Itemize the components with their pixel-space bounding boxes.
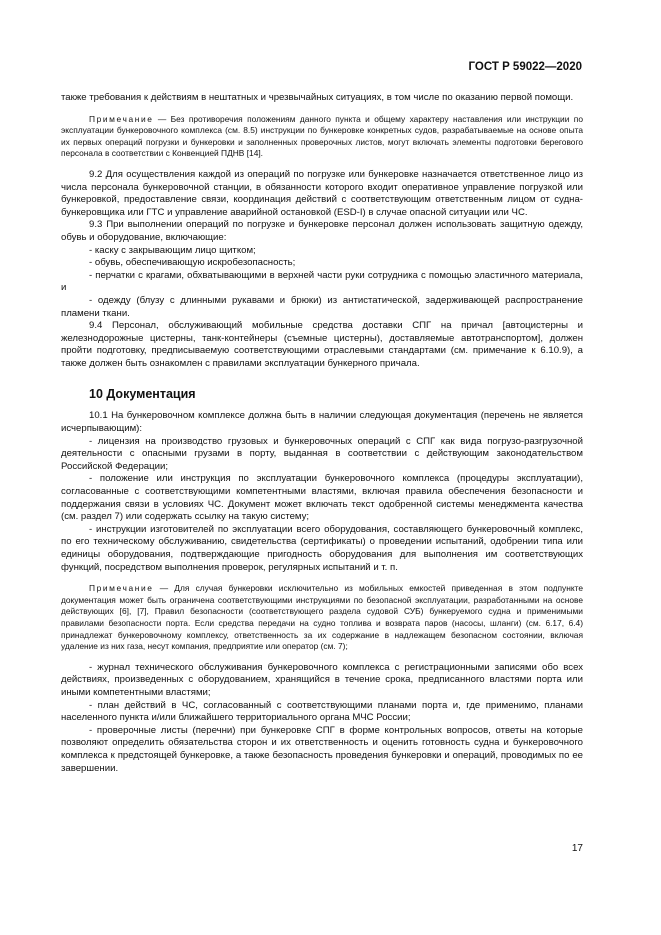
list-item: - обувь, обеспечивающую искробезопасность;	[89, 257, 296, 269]
list-item: - положение или инструкция по эксплуатации бункеровочного комплекса (процедуры эксплуатации), согласованные с соответствующими компетентными властями, включая правила обеспечения безопасности и поддержания связи в условиях ЧС. Документ может включать текст одобренной системы менеджмента качества (см. раздел 7) или содержать ссылку на такую систему;	[61, 473, 583, 523]
paragraph-9-4: 9.4 Персонал, обслуживающий мобильные средства доставки СПГ на причал [автоцистерны и железнодорожные цистерны, танк-контейнеры (съемные цистерны), доставляемые автотранспортом], должен пройти подготовку, предписываемую соответствующими отраслевыми стандартами (см. примечание к 6.10.9), а также должен быть ознакомлен с правилами эксплуатации бункерного причала.	[61, 320, 583, 369]
note	[61, 583, 583, 653]
list-item: - план действий в ЧС, согласованный с соответствующими планами порта и, где применимо, планами населенного пункта и/или ближайшего территориального органа МЧС России;	[61, 699, 583, 724]
paragraph-9-2: 9.2 Для осуществления каждой из операций по погрузке или бункеровке назначается ответственное лицо из числа персонала бункеровочной станции, в обязанности которого входит оперативное управление погрузкой или бункеровкой, предоставление связи, координация действий с соответствующим ответственным лицом от судна-бункеровщика или ГТС и управление аварийной остановкой (ESD-I) в случае опасной ситуации или ЧС.	[61, 168, 583, 218]
note-dash: —	[153, 113, 171, 124]
list-item: - каску с закрывающим лицо щитком;	[89, 244, 256, 256]
list-item: - перчатки с крагами, обхватывающими в верхней части руки сотрудника с помощью эластичного материала, и	[61, 269, 583, 294]
note-label: Примечание	[89, 583, 154, 594]
standard-code: ГОСТ Р 59022—2020	[468, 61, 582, 73]
paragraph-10-1: 10.1 На бункеровочном комплексе должна быть в наличии следующая документация (перечень не является исчерпывающим):	[61, 410, 583, 435]
note-dash: —	[153, 583, 175, 594]
page-number: 17	[571, 843, 583, 854]
section-heading: 10 Документация	[89, 387, 196, 402]
list-item: - лицензия на производство грузовых и бункеровочных операций с СПГ как вида погрузо-разгрузочной деятельности с опасными грузами в порту, выданная в соответствии с действующим законодательством Российской Федерации;	[61, 435, 583, 472]
list-item: - инструкции изготовителей по эксплуатации всего оборудования, составляющего бункеровочный комплекс, по его техническому обслуживанию, свидетельства (сертификаты) о проведении испытаний, одобрении типа или единицы оборудования, подтверждающие пригодность оборудования для выполнения им соответствующих функций, посредством выполнения проверок, регулярных испытаний и т. п.	[61, 523, 583, 573]
note-text: Для случая бункеровки исключительно из мобильных емкостей приведенная в этом подпункте документация может быть ограничена соответствующими инструкциями по безопасной эксплуатации, разработанными на основе действующих [6], [7], Правил безопасности (соответствующего раздела судовой СУБ) бункеруемого судна и применимыми правилами безопасности порта. Если средства передачи на судно топлива и возврата паров (насосы, шланги) (см. 6.17, 6.4) принадлежат бункеровочному комплексу, ответственность за их содержание в надлежащем безопасном состоянии, включая удаление из них газа, несут компания, предприятие или оператор (см. 7);	[61, 583, 583, 652]
note	[61, 114, 583, 160]
note-text: Без противоречия положениям данного пункта и общему характеру наставления или инструкции по эксплуатации бункеровочного комплекса (см. 8.5) инструкции по бункеровке конкретных судов, разрабатываемые на основе опыта их первых операций погрузки и бункеровки и заполненных проверочных листов, могут включать элементы подготовки берегового персонала в соответствии с Конвенцией ПДНВ [14].	[61, 113, 583, 159]
list-item: - журнал технического обслуживания бункеровочного комплекса с регистрационными записями обо всех действиях, произведенных с оборудованием, хранящийся в течение срока, предписанного властями порта или иными компетентными властями;	[61, 661, 583, 698]
note-label: Примечание	[89, 113, 154, 124]
paragraph: также требования к действиям в нештатных и чрезвычайных ситуациях, в том числе по оказанию первой помощи.	[61, 92, 574, 103]
list-item: - одежду (блузу с длинными рукавами и брюки) из антистатической, задерживающей распространение пламени ткани.	[61, 294, 583, 319]
paragraph-9-3: 9.3 При выполнении операций по погрузке и бункеровке персонал должен использовать защитную одежду, обувь и оборудование, включающие:	[61, 219, 583, 243]
page-content	[61, 92, 583, 775]
list-item: - проверочные листы (перечни) при бункеровке СПГ в форме контрольных вопросов, ответы на которые позволяют определить обязательства сторон и их ответственность и оценить готовность судна и бункеровочного комплекса к предстоящей бункеровке, а также безопасность проведения бункеровки и операций, проводимых по ее завершении.	[61, 724, 583, 774]
